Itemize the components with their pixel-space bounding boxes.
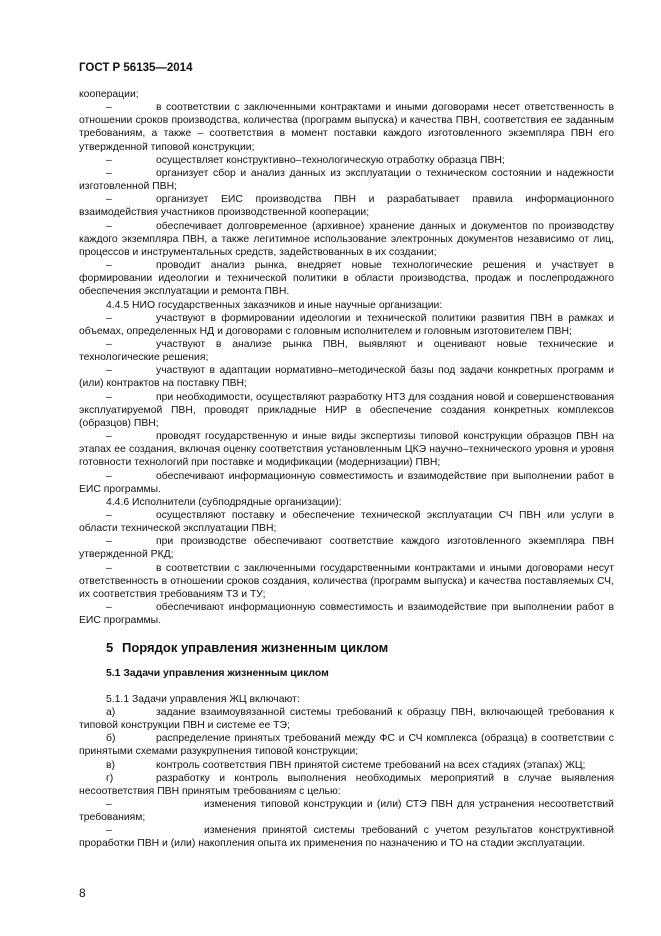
item-marker: г)	[106, 772, 114, 784]
dash-marker-icon: –	[106, 220, 112, 232]
item-text: в соответствии с заключенными контрактами и иными договорами несет ответственность в отношении сроков производства, количества (программ выпуска) и качества ПВН, соответствия ее заданным требованиям, а также – соответствия в момент поставки каждого изготовленного экземпляра ПВН его утвержденной типовой конструкции;	[79, 102, 614, 153]
item-text: участвуют в анализе рынка ПВН, выявляют и оценивают новые технические и технологические решения;	[79, 338, 614, 364]
enumerated-item	[79, 772, 614, 798]
item-marker: а)	[106, 706, 116, 718]
item-text: при необходимости, осуществляют разработку НТЗ для создания новой и совершенствования эксплуатируемой ПВН, проводят прикладные НИР в обеспечение создания конкретных комплексов (образцов) ПВН;	[79, 391, 614, 429]
dash-list-item	[79, 364, 614, 390]
item-text: в соответствии с заключенными государственными контрактами и иными договорами несут ответственность в отношении сроков создания, количества (программ выпуска) и качества поставляемых СЧ, их соответствия требованиям ТЗ и ТУ;	[79, 562, 614, 600]
dash-marker-icon: –	[106, 260, 112, 272]
enumerated-item	[79, 706, 614, 732]
item-text: осуществляют поставку и обеспечение технической эксплуатации СЧ ПВН или услуги в области технической эксплуатации ПВН;	[79, 510, 614, 535]
dash-list-item	[79, 101, 614, 154]
item-text: участвуют в адаптации нормативно–методической базы под задачи конкретных программ и (или) контрактов на поставку ПВН;	[79, 365, 614, 390]
dash-list-item	[79, 601, 614, 627]
item-text: проводит анализ рынка, внедряет новые технологические решения и участвует в формировании идеологии и технической политики в области производства, продаж и послепродажного обеспечения эксплуатации и ремонта ПВН.	[79, 260, 614, 298]
dash-marker-icon: –	[106, 602, 112, 614]
item-text: при производстве обеспечивают соответствие каждого изготовленного экземпляра ПВН утвержденной РКД;	[79, 536, 614, 561]
item-text: обеспечивает долговременное (архивное) хранение данных и документов по производству каждого экземпляра ПВН, а также легитимное использование электронных документов независимо от лиц, процессов и инструментальных средств, задействованных в их создании;	[79, 220, 614, 258]
clause-paragraph: 4.4.5 НИО государственных заказчиков и иные научные организации:	[106, 299, 443, 311]
item-text: организует сбор и анализ данных из эксплуатации о техническом состоянии и надежности изготовленной ПВН;	[79, 167, 614, 193]
dash-marker-icon: –	[106, 312, 112, 324]
dash-marker-icon: –	[106, 470, 112, 482]
dash-marker-icon: –	[106, 798, 112, 810]
dash-marker-icon: –	[106, 391, 112, 403]
dash-list-item	[79, 535, 614, 561]
item-text: контроль соответствия ПВН принятой системе требований на всех стадиях (этапах) ЖЦ;	[156, 759, 586, 771]
page-number: 8	[79, 886, 86, 900]
document-header: ГОСТ Р 56135—2014	[79, 62, 193, 74]
clause-paragraph: 5.1.1 Задачи управления ЖЦ включают:	[106, 693, 300, 705]
dash-list-item	[79, 509, 614, 535]
clause-paragraph: 4.4.6 Исполнители (субподрядные организации):	[106, 496, 342, 508]
item-marker: в)	[106, 759, 115, 771]
dash-marker-icon: –	[106, 338, 112, 350]
dash-marker-icon: –	[106, 365, 112, 377]
item-text: изменения типовой конструкции и (или) СТЭ ПВН для устранения несоответствий требованиям;	[79, 798, 614, 824]
section-title: Порядок управления жизненным циклом	[122, 640, 389, 656]
dash-list-item	[79, 798, 614, 824]
item-text: осуществляет конструктивно–технологическую отработку образца ПВН;	[156, 154, 505, 166]
dash-list-item	[79, 167, 614, 193]
dash-list-item	[79, 193, 614, 219]
dash-marker-icon: –	[106, 194, 112, 206]
dash-marker-icon: –	[106, 154, 112, 166]
dash-list-item	[79, 430, 614, 469]
dash-marker-icon: –	[106, 102, 112, 114]
section-heading	[106, 641, 614, 654]
dash-list-item	[79, 220, 614, 259]
dash-list-item	[79, 154, 614, 167]
item-text: обеспечивают информационную совместимость и взаимодействие при выполнении работ в ЕИС программы.	[79, 602, 614, 627]
dash-list-item	[79, 562, 614, 601]
item-text: разработку и контроль выполнения необходимых мероприятий в случае выявления несоответствия ПВН принятым требованиям с целью:	[79, 772, 614, 797]
section-number: 5	[106, 640, 114, 656]
document-body	[79, 88, 614, 851]
dash-list-item	[79, 312, 614, 338]
dash-marker-icon: –	[106, 167, 112, 179]
dash-list-item	[79, 338, 614, 364]
item-marker: б)	[106, 733, 116, 745]
item-text: организует ЕИС производства ПВН и разрабатывает правила информационного взаимодействия участников производственной кооперации;	[79, 194, 614, 219]
dash-marker-icon: –	[106, 536, 112, 548]
dash-marker-icon: –	[106, 510, 112, 521]
dash-list-item	[79, 470, 614, 496]
dash-list-item	[79, 391, 614, 430]
item-text: распределение принятых требований между ФС и СЧ комплекса (образца) в соответствии с принятыми схемами разукрупнения типовой конструкции;	[79, 733, 614, 758]
enumerated-item	[79, 759, 614, 772]
item-text: участвуют в формировании идеологии и технической политики развития ПВН в рамках и объемах, определенных НД и договорами с головным исполнителем и головным изготовителем ПВН;	[79, 312, 614, 337]
item-text: проводят государственную и иные виды экспертизы типовой конструкции образцов ПВН на этапах ее создания, включая оценку соответствия установленным ЦКЭ научно–технического уровня и уровня готовности технологий при поставке и модификации (модернизации) ПВН;	[79, 431, 614, 469]
dash-list-item	[79, 824, 614, 850]
dash-marker-icon: –	[106, 431, 112, 443]
subsection-heading: 5.1 Задачи управления жизненным циклом	[106, 667, 329, 679]
enumerated-item	[79, 732, 614, 758]
paragraph: кооперации;	[79, 89, 139, 100]
dash-list-item	[79, 259, 614, 298]
item-text: изменения принятой системы требований с учетом результатов конструктивной проработки ПВН и (или) накопления опыта их применения по назначению и ТО на стадии эксплуатации.	[79, 825, 614, 850]
dash-marker-icon: –	[106, 562, 112, 574]
item-text: обеспечивают информационную совместимость и взаимодействие при выполнении работ в ЕИС программы.	[79, 470, 614, 495]
dash-marker-icon: –	[106, 825, 112, 837]
item-text: задание взаимоувязанной системы требований к образцу ПВН, включающей требования к типовой конструкции ПВН и системе ее ТЭ;	[79, 706, 614, 732]
